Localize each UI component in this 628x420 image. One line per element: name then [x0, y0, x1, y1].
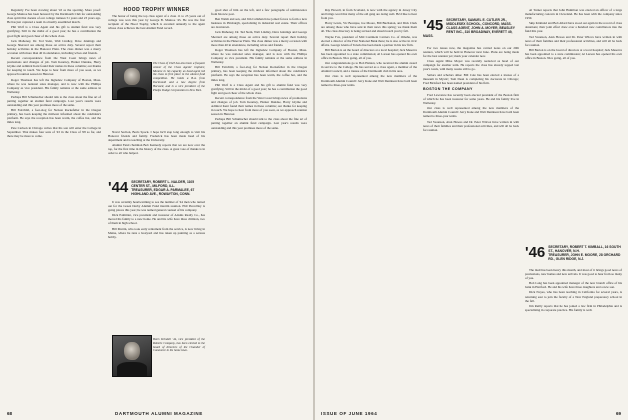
- paragraph: Perhaps Bill Schumacher should talk to the class about the fine art of putting together an alumni fund campaign. Last year's results were outstanding and this year promises more of the same.: [211, 117, 307, 130]
- class-44-body: [108, 200, 205, 240]
- paragraph: Regularly I've been crowing about '43 as the sporting. More proof: George Munroe has been honored by the Dartmouth Club for outstanding class spirit that dozens of our college trainees 51 years and 23 years ago. He has just captured a team in a hastily assembled match.: [7, 8, 101, 25]
- paragraph: Ben Walsh and son, and Jim Callahan have joined forces to form a new business in Pittsburgh, specializing in industrial real estate. Their offices are downtown.: [211, 17, 307, 30]
- paragraph: Phil Wolf is a Class Agent and his gift to alumni fund was very gratifying. Still in the midst of a good year; he has a contribution the good fight and good cheer of the whole class.: [211, 82, 307, 95]
- class-treasurer: TREASURER, EDGAR A. PARMALEE, 67 HIGHLAND AVE., ROWAYTON, CONN.: [131, 188, 195, 196]
- paragraph: Bill Fairchild, a foot-slog for Nelson Rockefeller in the Oregon primary, has been keeping the midwest informed about the candidate's platform. He says the reception has been warm, the coffee hot, and the miles long.: [7, 108, 101, 125]
- paragraph: Recent correspondence from the West Coast brings news of promotions and changes of job. Tom Kearney, Harker Dundee, Harry Glyme and Admiral Kent found their names in these columns; our thanks for keeping in touch. We hope to hear from more of you soon, as we approach reunion season in Hanover.: [211, 95, 307, 117]
- paragraph: Fred Lawrence has recently been elected president of the Boston firm of which he has been treasurer for some years. He and his family live in Wellesley.: [423, 92, 519, 106]
- class-46-body: [525, 268, 622, 313]
- krinkell-portrait: [112, 335, 152, 377]
- paragraph: Wayne Fox, president of Mid Continent Carriers Co. of Omaha, was elected a director of the First National Bank there; he is also active in civic affairs. George Glenn of Toledo has been made a partner in his law firm.: [321, 34, 417, 47]
- paragraph: Dick Noyes, who has been teaching in California for several years, is returning east to join the faculty of a New England preparatory school in the fall.: [525, 290, 622, 303]
- paragraph: It was certainly heartwarming to see the number of '44 men who turned out for the Green Derby Alumni Fund interim reunion. Phil Purcellley is going places this year; he was named general counsel of his company.: [108, 200, 205, 213]
- paragraph: Our class is well represented among the new members of the Dartmouth Alumni Council: Jerry Kane and Walt Dennison have both been named to three-year terms.: [423, 106, 519, 119]
- paragraph: Pete Carlson in Chicago writes that his son will enter the College in September. That makes four sons of '43 in the Class of '68 so far, and there may be more to come.: [7, 125, 101, 138]
- paragraph: Bill Barton is on the board of directors at a local hospital; Jack Meserve has been appointed to a state commission; Al Larson has opened his own office in Boston. Nice going, all of you.: [321, 47, 417, 61]
- paragraph: For two issues now, the magazine has carried notes on our 20th reunion, which will be held in Hanover next June. Plans are being made for the best reunion yet; mark your calendar now.: [423, 46, 519, 59]
- paragraph: Jack Mahoney, Dr. Ted Stein, Walt Lindley, Dave Jennings and George Sherrard are among those on active duty. Several report their holiday activities in the Hanover Plain. The class dinner was a merry occasion with more than 40 in attendance, including wives and friends.: [211, 30, 307, 47]
- paragraph: Jim Reilly reports that he has joined a law firm in Philadelphia and is specializing in corporate practice. His family is well.: [525, 303, 622, 312]
- paragraph: Al Turner reports that John Hamilton was elected an officer of a large manufacturing concern in Cleveland. He has been with the company since 1950.: [525, 8, 622, 21]
- paragraph: Ray Howell, in from Scotland, is now with the agency in Jersey City and brings word that many of the old gang are doing well. He'd like to hear from you.: [321, 8, 417, 21]
- portrait-face: [124, 68, 139, 85]
- class-year: '44: [108, 179, 129, 196]
- paragraph: Naval Section, Boris Spock. I hope he'll stop long enough to visit his Hanover friends and family. Frederick has been made head of his department and is teaching at the University.: [108, 130, 205, 143]
- portrait-face: [124, 342, 139, 360]
- munroe-portrait: [112, 62, 152, 100]
- paragraph: Harry Lewis, Vic Bourque, Joe Moore, Bill Buchanan, and Dick Clark are among those who have sent in their news this spring; we thank them all. The class directory is being revised and should reach you by fall.: [321, 21, 417, 34]
- hood-trophy-heading: HOOD TROPHY WINNER: [123, 7, 190, 13]
- class-secretary: SECRETARY, ROBERT T. KIMBALL, 16 SOUTH ST., HANOVER, N.H.: [548, 245, 621, 253]
- paragraph: Sailors and scholars alike: Bill Cole has been elected a trustee of a museum in Mystic; Tom Dean is completing his doctorate in Chicago; Fred Bickford has been named president of his firm.: [423, 72, 519, 85]
- paragraph: Recent correspondence from the West Coast brings news of promotions and changes of job. Tom Kearney, Harker Dundee, Harry Glyme and Admiral Kent found their names in these columns; our thanks for keeping in touch. We hope to hear from more of you soon, as we approach reunion season in Hanover.: [7, 56, 101, 77]
- running-footer: DARTMOUTH ALUMNI MAGAZINE: [115, 411, 203, 416]
- right-column-3: [525, 8, 622, 61]
- paragraph: Roger Thomson has left the Ingledew Company of Boston, Mass. where he was national sales manager, and is now with the Phillips Company as vice president. His family remains at the same address in Wellesley.: [7, 77, 101, 94]
- left-column-2-lower: [108, 130, 205, 157]
- paragraph: Bill Fairchild, a foot-slog for Nelson Rockefeller in the Oregon primary, has been keeping the midwest informed about the candidate's platform. He says the reception has been warm, the coffee hot, and the miles long.: [211, 65, 307, 82]
- running-footer: ISSUE OF JUNE 1964: [321, 411, 378, 416]
- right-page: [315, 0, 628, 420]
- paragraph: Skip Kirkland and Bob Allard have stood out again in the record of class donations; their joint effort drew over a hundred new contributors into the fund this year.: [525, 21, 622, 34]
- paragraph: The mail has been heavy this month, and most of it brings good news of promotions, new homes and new arrivals. It was good to hear from so many of you.: [525, 268, 622, 281]
- class-year: '45: [423, 17, 444, 34]
- right-column-1: [321, 8, 417, 88]
- paragraph: Our class is well represented among the new members of the Dartmouth Alumni Council: Jerry Kane and Walt Dennison have both been named to three-year terms.: [321, 74, 417, 87]
- page-number: 69: [615, 411, 621, 416]
- paragraph: good shot of him on the left, and a few paragraphs of reminiscence from his new post.: [211, 8, 307, 17]
- class-treasurer: TREASURER, JOHN E. MOORE, 28 ORCHARD RD., GLEN RIDGE, N.J.: [548, 253, 621, 261]
- page-number: 68: [7, 411, 13, 416]
- hood-trophy-intro: The honor of being the top class agent of a class 11 to 25 years out of college was won this year by George B. Munroe '43. He was the first recipient of the Hood Trophy, which is awarded annually to the agent whose class achieves the best Alumni Fund record.: [108, 14, 205, 31]
- paragraph: Dick Palmitier, vice president and treasurer of Adams Realty Co., has moved his family to a new home. He and his wife have three children, two of them in high school.: [108, 213, 205, 226]
- hood-trophy-box: [108, 8, 205, 31]
- paragraph: Phil Wolf is a Class Agent and his gift to alumni fund was very gratifying. Still in the midst of a good year; he has a contribution the good fight and good cheer of the whole class.: [7, 25, 101, 38]
- paragraph: Our congratulations go to Bob Hanlon, who received the alumni award in service to the College. He has served as a class agent, a member of the Alumni Council, and a trustee of the Dartmouth club in his area.: [321, 61, 417, 74]
- class-year: '46: [525, 244, 546, 261]
- paragraph: Class Agent Mike Moyer was recently reelected as head of our campaign for another term. He reports the class has already topped last year's totals, with many weeks still to go.: [423, 59, 519, 72]
- left-column-3: [211, 8, 307, 131]
- portrait-shoulders: [117, 87, 147, 99]
- class-44-heading: [108, 180, 205, 196]
- class-45-body: [423, 46, 519, 133]
- paragraph: Bob Lang has been appointed manager of the new branch office of his bank in Hartford. He and his wife have three daughters and a new son.: [525, 281, 622, 290]
- paragraph: Jack Mahoney, Dr. Ted Stein, Walt Lindley, Dave Jennings and George Sherrard are among those on active duty. Several report their holiday activities in the Hanover Plain. The class dinner was a merry occasion with more than 40 in attendance, including wives and friends.: [7, 38, 101, 55]
- krinkell-caption: Boris Krinkell '44, vice president of the Roberts Company, has been elected to the board of directors of the Chamber of Commerce in his home town.: [153, 337, 205, 353]
- hood-trophy-caption: The Class of 1943 has also been a frequent winner of the Class Agents' trophies; Munroe in his capacity as head agent led the class to first place in the alumni fund competition. He holds a B.A. from Dartmouth and a law degree from Harvard, and is a vice president of the Phelps Dodge Corporation in New York.: [153, 61, 205, 92]
- paragraph: Bill Barton is on the board of directors at a local hospital; Jack Meserve has been appointed to a state commission; Al Larson has opened his own office in Boston. Nice going, all of you.: [525, 47, 622, 61]
- paragraph: Ted Swanson, Alan Howes and Dr. Peter Wilcox have written in with news of their families and their professional activities, and will all be back for reunion.: [423, 119, 519, 132]
- paragraph: Alumni Fund chairman Bob Kennedy reports that we are now over the top, for the first time in the history of the class. A great vote of thanks is in order to all who helped.: [108, 143, 205, 156]
- left-page: [0, 0, 313, 420]
- class-agent: CLASS AGENT, JOHN A. MOYER, BEASLEY RENT INC., 310 BROADWAY, EVERETT 49, MASS.: [423, 26, 515, 38]
- class-secretary: SECRETARY, SAMUEL E. CUTLER JR., MIDDLESEX SCHOOL, CONCORD, MASS.: [446, 18, 512, 26]
- class-46-heading: [525, 245, 622, 261]
- paragraph: Perhaps Bill Schumacher should talk to the class about the fine art of putting together an alumni fund campaign. Last year's results were outstanding and this year promises more of the same.: [7, 94, 101, 108]
- paragraph: Ted Swanson, Alan Howes and Dr. Peter Wilcox have written in with news of their families and their professional activities, and will all be back for reunion.: [525, 34, 622, 47]
- class-secretary: SECRETARY, ROBERT L. NALDER, 1105 CENTER ST., MILFORD, ILL.: [131, 180, 195, 188]
- paragraph: Bill Martin, who took early retirement from the service, is now living in Maine, where he runs a boatyard and has taken up painting as a serious hobby.: [108, 226, 205, 239]
- left-column-1: [7, 8, 101, 139]
- boston-subheading: BOSTON THE COMPANY: [423, 86, 473, 91]
- paragraph: Roger Thomson has left the Ingledew Company of Boston, Mass. where he was national sales manager, and is now with the Phillips Company as vice president. His family remains at the same address in Wellesley.: [211, 47, 307, 65]
- class-45-heading: [423, 18, 519, 38]
- portrait-shoulders: [117, 362, 147, 376]
